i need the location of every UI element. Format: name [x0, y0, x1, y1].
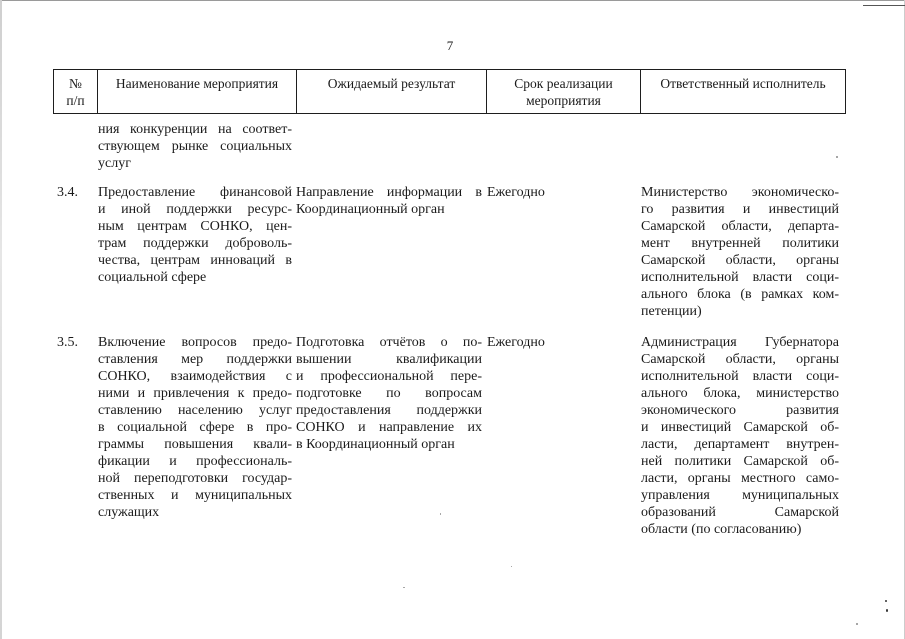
- text-line: ального блока (в рамках ком-: [641, 287, 839, 302]
- header-deadline: [487, 70, 641, 114]
- continuation-name: [98, 121, 292, 172]
- text-line: ставления мер поддержки: [98, 352, 292, 367]
- text-line: граммы повышения квали-: [98, 437, 292, 452]
- text-line: СОНКО и направление их: [296, 420, 482, 435]
- header-executor-line-1: Ответственный исполнитель: [660, 76, 826, 91]
- text-line: мент внутренней политики: [641, 236, 839, 251]
- text-line: ального блока, министерство: [641, 386, 839, 401]
- text-line: го развития и инвестиций: [641, 202, 839, 217]
- text-line: и профессиональной пере-: [296, 369, 482, 384]
- text-line: Самарской области, органы: [641, 352, 839, 367]
- header-num-line-2: п/п: [66, 93, 85, 108]
- row-3-4-num: 3.4.: [57, 185, 78, 200]
- text-line: ственных и муниципальных: [98, 488, 292, 503]
- text-line: фикации и профессиональ-: [98, 454, 292, 469]
- row-3-5-num: 3.5.: [57, 335, 78, 350]
- text-line: Подготовка отчётов о по-: [296, 335, 482, 350]
- scan-speck: [885, 600, 887, 602]
- text-line: ней политики Самарской об-: [641, 454, 839, 469]
- text-line: предоставления поддержки: [296, 403, 482, 418]
- text-line: и иной поддержки ресурс-: [98, 202, 292, 217]
- header-num-line-1: №: [69, 76, 82, 91]
- text-line: ставлению населению услуг: [98, 403, 292, 418]
- text-line: Администрация Губернатора: [641, 335, 839, 350]
- header-deadline-line-2: мероприятия: [526, 93, 601, 108]
- header-executor: [641, 70, 846, 114]
- text-line: Самарской области, департа-: [641, 219, 839, 234]
- header-name-line-1: Наименование мероприятия: [115, 76, 279, 91]
- text-line: управления муниципальных: [641, 488, 839, 503]
- scan-speck: [511, 566, 512, 567]
- text-line: и инвестиций Самарской об-: [641, 420, 839, 435]
- row-3-4-executor: [641, 184, 839, 320]
- header-num: [54, 70, 98, 114]
- scan-speck: [403, 587, 405, 588]
- text-line: вышении квалификации: [296, 352, 482, 367]
- text-line: подготовке по вопросам: [296, 386, 482, 401]
- page-number: 7: [446, 38, 454, 53]
- text-line: петенции): [641, 304, 702, 319]
- text-line: СОНКО, взаимодействия с: [98, 369, 292, 384]
- text-line: ния конкуренции на соответ-: [98, 122, 292, 137]
- text-line: служащих: [98, 505, 160, 520]
- text-line: ласти, департамент внутрен-: [641, 437, 839, 452]
- scan-speck: [440, 513, 441, 515]
- row-3-5-name: [98, 334, 292, 521]
- scan-mark-top-right: [863, 5, 905, 6]
- table-header: [53, 69, 846, 114]
- text-line: Включение вопросов предо-: [98, 335, 292, 350]
- text-line: в социальной сфере в про-: [98, 420, 292, 435]
- row-3-5-deadline: Ежегодно: [487, 335, 545, 350]
- text-line: Предоставление финансовой: [98, 185, 292, 200]
- scan-speck: [856, 623, 858, 625]
- text-line: образований Самарской: [641, 505, 839, 520]
- text-line: Самарской области, органы: [641, 253, 839, 268]
- text-line: ной переподготовки государ-: [98, 471, 292, 486]
- text-line: ствующем рынке социальных: [98, 139, 292, 154]
- header-row: [54, 70, 846, 114]
- row-3-5-result: [296, 334, 482, 453]
- text-line: услуг: [98, 156, 131, 171]
- text-line: ласти, органы местного само-: [641, 471, 839, 486]
- text-line: области (по согласованию): [641, 522, 802, 537]
- header-result-line-1: Ожидаемый результат: [327, 76, 456, 91]
- text-line: трам поддержки доброволь-: [98, 236, 292, 251]
- scan-speck: [836, 156, 838, 158]
- header-result: [297, 70, 487, 114]
- row-3-4-name: [98, 184, 292, 286]
- text-line: Координационный орган: [296, 202, 445, 217]
- scan-edge-left: [0, 0, 2, 639]
- text-line: исполнительной власти соци-: [641, 270, 839, 285]
- text-line: Министерство экономическо-: [641, 185, 839, 200]
- row-3-4-result: [296, 184, 482, 218]
- text-line: Направление информации в: [296, 185, 482, 200]
- header-deadline-line-1: Срок реализации: [514, 76, 613, 91]
- text-line: исполнительной власти соци-: [641, 369, 839, 384]
- scan-edge-top: [0, 0, 905, 1]
- header-name: [98, 70, 297, 114]
- text-line: экономического развития: [641, 403, 839, 418]
- row-3-5-executor: [641, 334, 839, 538]
- text-line: в Координационный орган: [296, 437, 455, 452]
- text-line: ным центрам СОНКО, цен-: [98, 219, 292, 234]
- text-line: ними и привлечения к предо-: [98, 386, 292, 401]
- text-line: социальной сфере: [98, 270, 207, 285]
- row-3-4-deadline: Ежегодно: [487, 185, 545, 200]
- text-line: чества, центрам инноваций в: [98, 253, 292, 268]
- scan-speck: [886, 609, 888, 612]
